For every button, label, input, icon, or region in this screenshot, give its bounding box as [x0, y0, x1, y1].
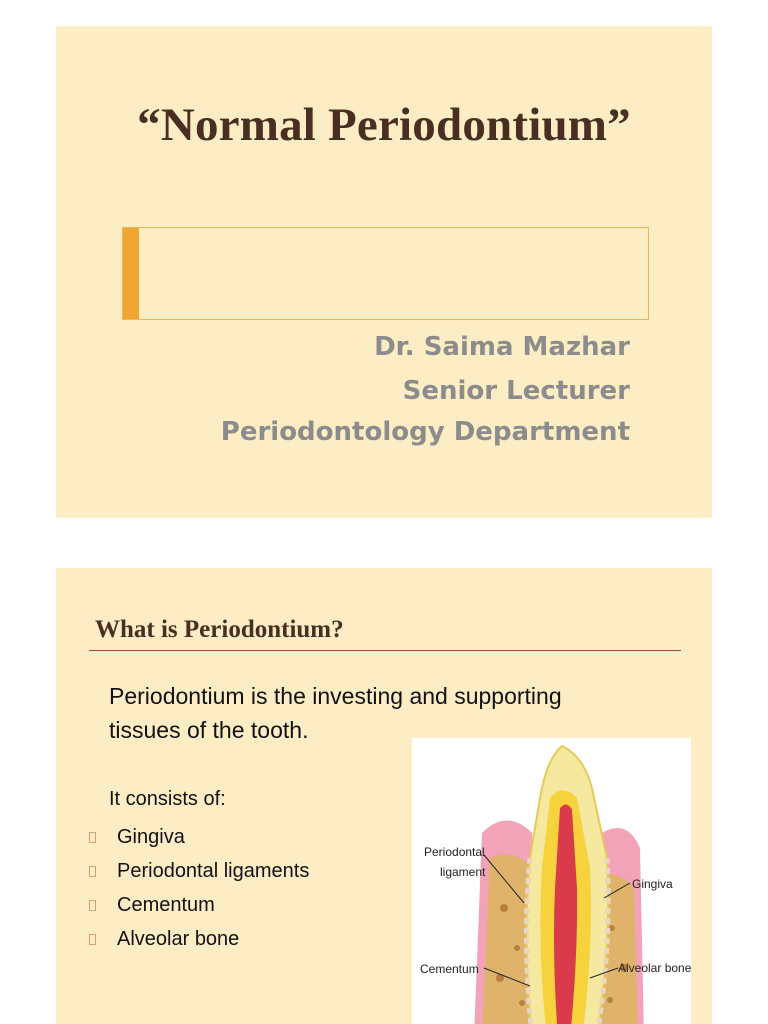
- component-list: [89, 820, 309, 956]
- label-cementum: Cementum: [420, 962, 479, 976]
- bullet-icon: [89, 832, 96, 843]
- bullet-icon: [89, 934, 96, 945]
- bullet-icon: [89, 866, 96, 877]
- consists-label: It consists of:: [109, 788, 226, 810]
- tooth-diagram: [412, 738, 691, 1024]
- slide-title: “Normal Periodontium”: [137, 99, 631, 151]
- list-item: [89, 922, 309, 956]
- title-slide: [56, 26, 712, 518]
- accent-bar: [123, 228, 139, 319]
- subtitle-placeholder-box: [122, 227, 649, 320]
- heading-divider: [89, 650, 681, 651]
- list-item-label: Cementum: [117, 893, 215, 916]
- intro-line: Periodontium is the investing and supporting: [109, 683, 562, 709]
- content-slide: [56, 568, 712, 1024]
- author-department: Periodontology Department: [220, 417, 630, 447]
- author-role: Senior Lecturer: [402, 376, 630, 406]
- author-name: Dr. Saima Mazhar: [374, 332, 630, 362]
- label-alveolar-bone: Alveolar bone: [618, 961, 691, 975]
- list-item: [89, 854, 309, 888]
- list-item: [89, 888, 309, 922]
- label-periodontal: Periodontal: [424, 845, 485, 859]
- intro-line: tissues of the tooth.: [109, 717, 309, 743]
- bullet-icon: [89, 900, 96, 911]
- list-item-label: Periodontal ligaments: [117, 859, 310, 882]
- label-ligament: ligament: [440, 865, 486, 879]
- label-gingiva: Gingiva: [632, 877, 673, 891]
- list-item: [89, 820, 309, 854]
- list-item-label: Gingiva: [117, 825, 185, 848]
- tooth-diagram-graphic: [412, 738, 691, 1024]
- intro-text: [109, 679, 649, 747]
- list-item-label: Alveolar bone: [117, 927, 240, 950]
- section-heading: What is Periodontium?: [95, 616, 344, 643]
